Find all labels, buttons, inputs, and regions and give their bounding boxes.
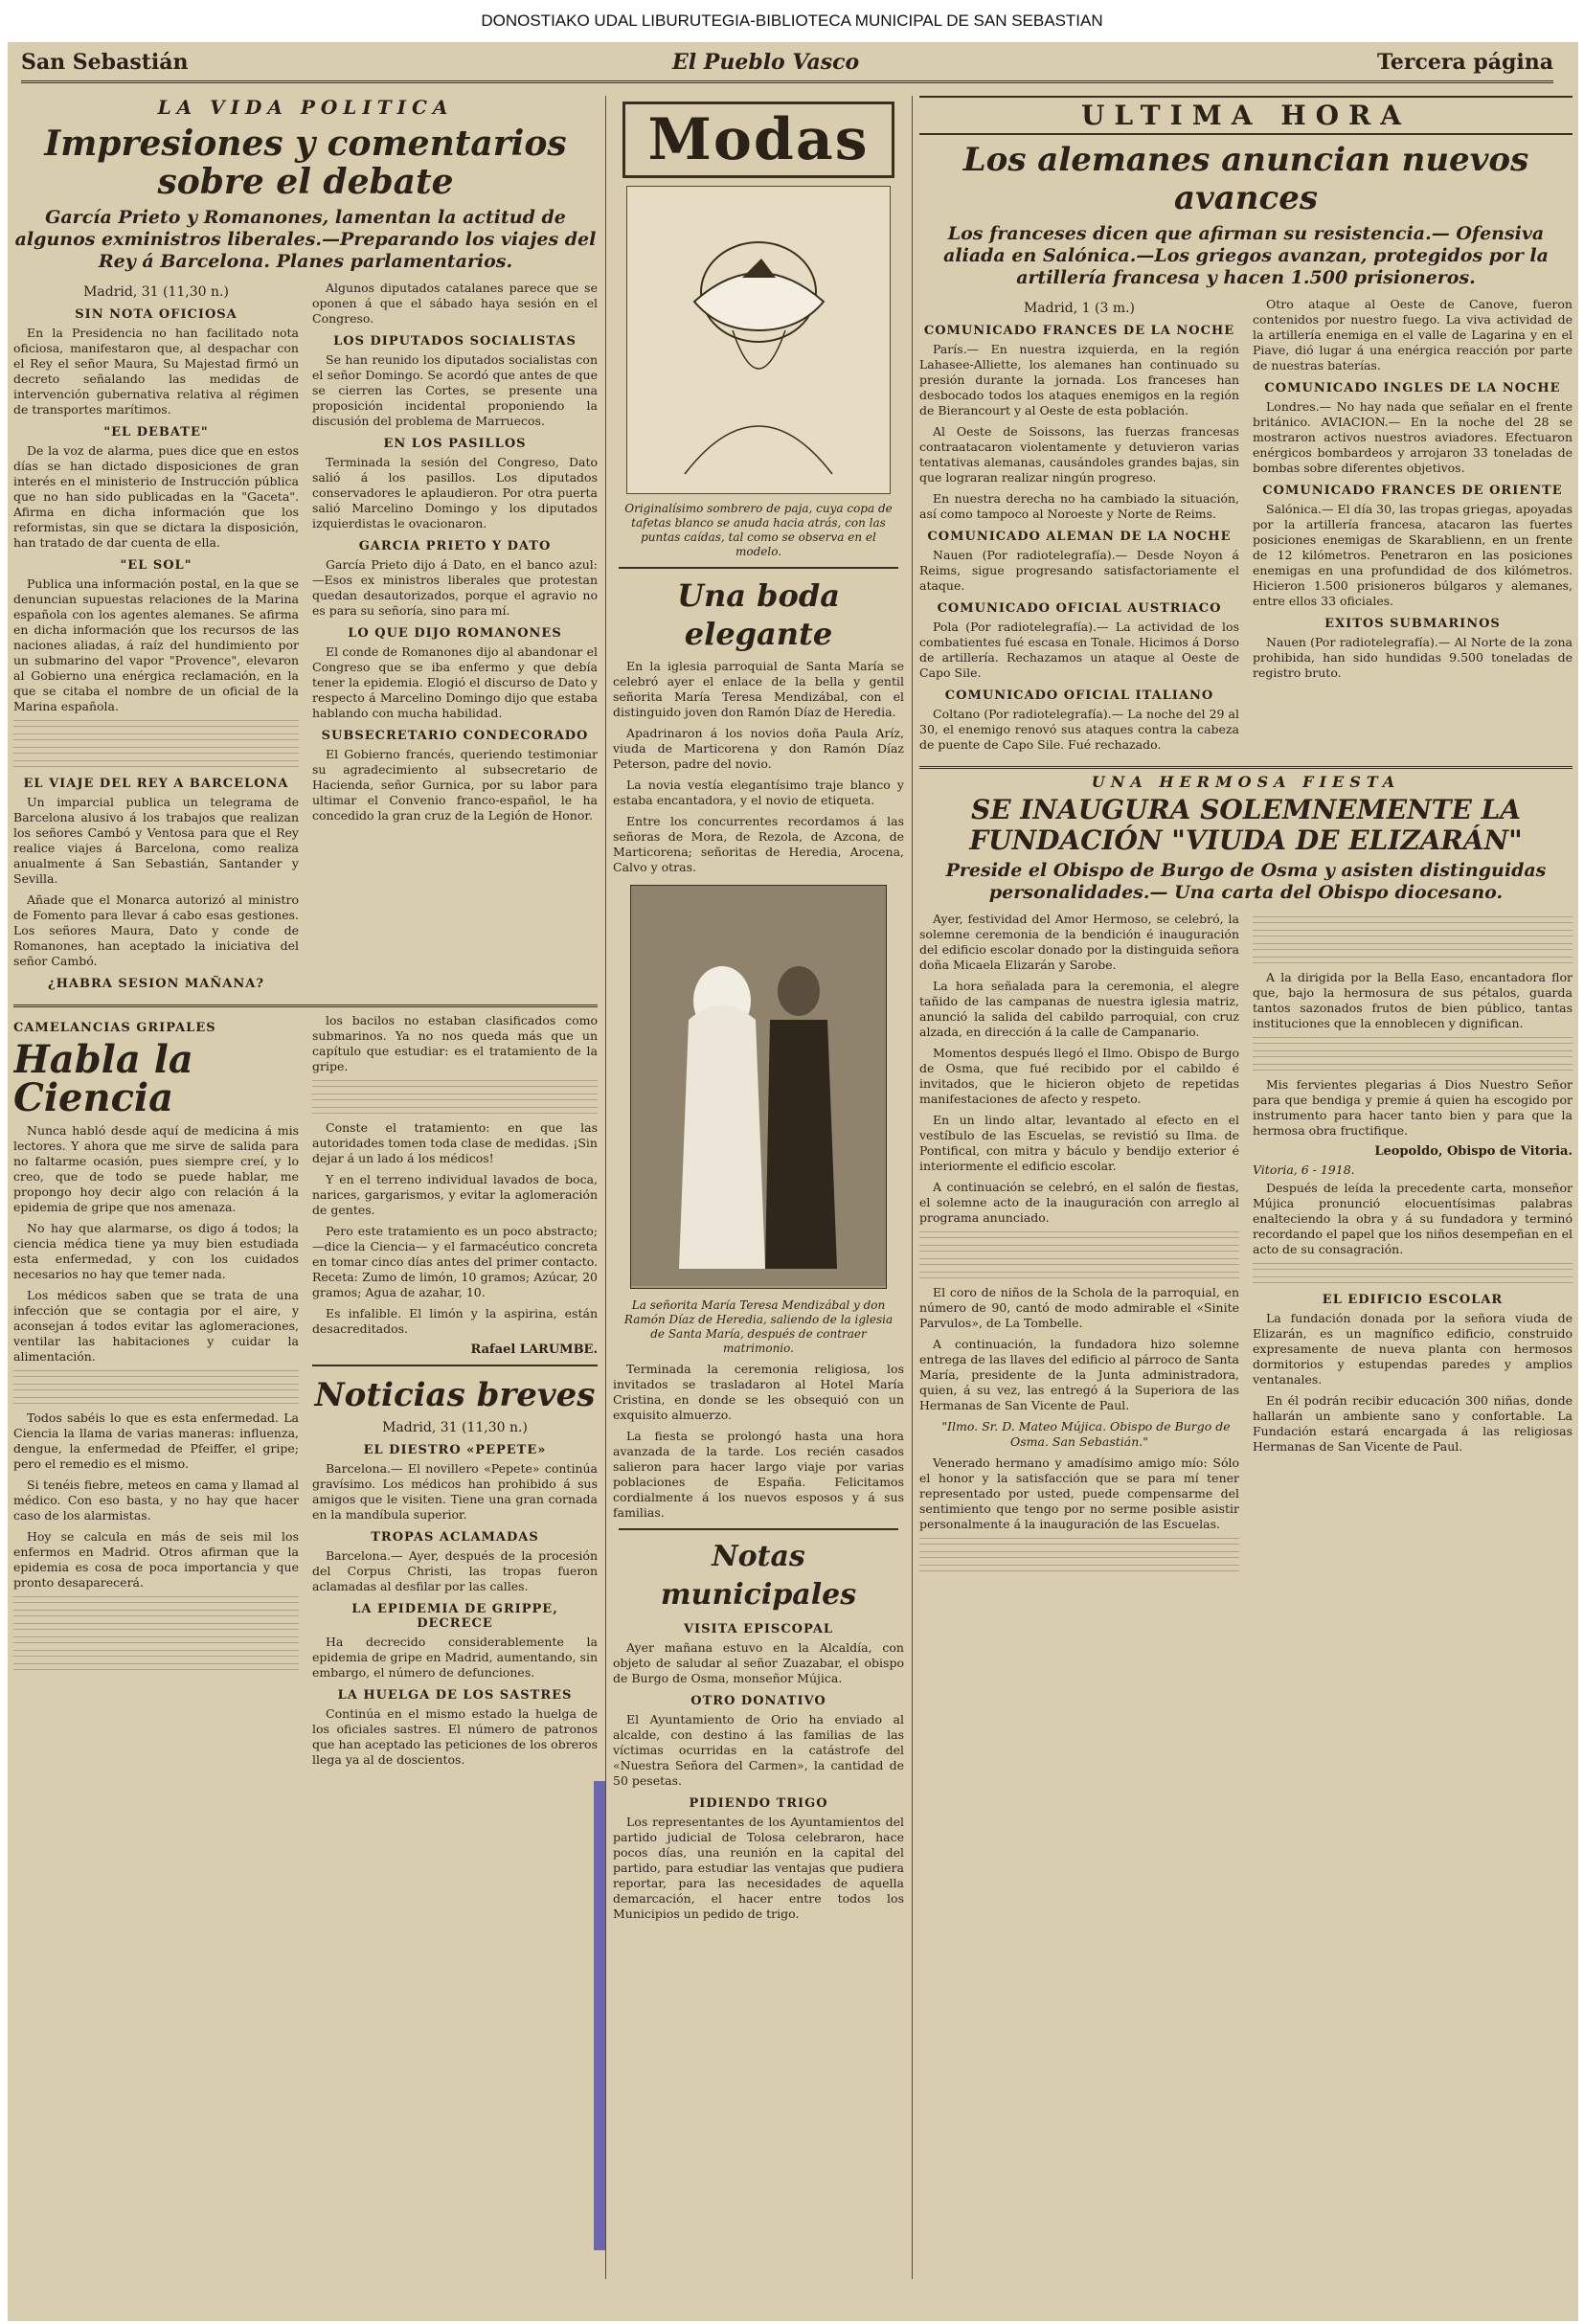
section-heading: LO QUE DIJO ROMANONES [348, 626, 562, 641]
section-heading: VISITA EPISCOPAL [683, 1622, 834, 1636]
paragraph: Ha decrecido considerablemente la epidemia de gripe en Madrid, aumentando, sin embargo, el número de defunciones. [312, 1635, 598, 1680]
paragraph: En la iglesia parroquial de Santa María se celebró ayer el enlace de la bella y gentil señorita María Teresa Mendizábal, con el distinguido joven don Ramón Díaz de Heredia. [613, 659, 904, 719]
blue-pencil-mark [594, 1781, 605, 2250]
section-kicker: CAMELANCIAS GRIPALES [13, 1021, 216, 1035]
section-heading: EXITOS SUBMARINOS [1324, 617, 1501, 631]
paragraph: Pero este tratamiento es un poco abstracto; —dice la Ciencia— y el farmacéutico concreta en tomar cinco días antes del primer contacto. Receta: Zumo de limón, 10 gramos; Azúcar, 20 gramos; Agua de azahar, 10. [312, 1224, 598, 1299]
hat-illustration [626, 186, 891, 494]
paragraph: Algunos diputados catalanes parece que se oponen á que el sábado haya sesión en el Congreso. [312, 281, 598, 326]
paragraph: Mis fervientes plegarias á Dios Nuestro Señor para que bendiga y premie á quien ha escogido por instrumento para hacer tanto bien y para que la hermosa obra fructifique. [1253, 1077, 1573, 1138]
paragraph: La fiesta se prolongó hasta una hora avanzada de la tarde. Los recién casados salieron para hacer largo viaje por varias poblaciones de España. Felicitamos cordialmente á los nuevos esposos y á sus familias. [613, 1429, 904, 1520]
paragraph: Terminada la sesión del Congreso, Dato salió á los pasillos. Los diputados conservadores le aplaudieron. Por otra puerta salió Marcelino Domingo y los diputados izquierdistas le ovacionaron. [312, 455, 598, 530]
section-heading: OTRO DONATIVO [690, 1694, 826, 1708]
paragraph: Todos sabéis lo que es esta enfermedad. La Ciencia la llama de varias maneras: influenza, dengue, la enfermedad de Pfeiffer, el gripe; pero el remedio es el mismo. [13, 1410, 299, 1471]
paragraph: Barcelona.— El novillero «Pepete» continúa gravísimo. Los médicos han prohibido á sus amigos que le visiten. Tiene una gran cornada en la mandíbula superior. [312, 1461, 598, 1522]
paragraph: Un imparcial publica un telegrama de Barcelona alusivo á los trabajos que realizan los señores Cambó y Ventosa para que el Rey realice viajes á Barcelona, como realiza anualmente á San Sebastián, Santander y Sevilla. [13, 795, 299, 886]
section-heading: LA HUELGA DE LOS SASTRES [337, 1688, 573, 1703]
section-heading: SIN NOTA OFICIOSA [75, 307, 238, 322]
section-heading: TROPAS ACLAMADAS [371, 1530, 539, 1545]
dateline: Madrid, 31 (11,30 n.) [382, 1420, 528, 1435]
paragraph: Entre los concurrentes recordamos á las señoras de Mora, de Rezola, de Azcona, de Marticorena; señoritas de Heredia, Arocena, Calvo y otras. [613, 814, 904, 874]
paragraph: En la Presidencia no han facilitado nota oficiosa, manifestaron que, al despachar con el Rey el señor Maura, Su Majestad firmó un decreto señalando las medidas de intervención gubernativa relativa al régimen de transportes marítimos. [13, 326, 299, 417]
modas-title: Modas [622, 102, 894, 178]
paragraph: Apadrinaron á los novios doña Paula Aríz, viuda de Marticorena y don Ramón Díaz Peterson, padre del novio. [613, 726, 904, 771]
paragraph: los bacilos no estaban clasificados como submarinos. Ya no nos queda más que un capítulo que estudiar: es el tratamiento de la gripe. [312, 1013, 598, 1073]
ultima-hora-banner: ULTIMA HORA [919, 96, 1573, 135]
masthead [21, 44, 1553, 83]
paragraph: A continuación se celebró, en el salón de fiestas, el solemne acto de la inauguración con arreglo al programa anunciado. [919, 1180, 1239, 1225]
section-heading: SUBSECRETARIO CONDECORADO [321, 729, 589, 743]
section-heading: GARCIA PRIETO Y DATO [358, 539, 552, 553]
column-rule [605, 96, 606, 2279]
section-heading: "EL SOL" [120, 558, 192, 573]
paragraph: Otro ataque al Oeste de Canove, fueron contenidos por nuestro fuego. La viva actividad de la artillería enemiga en el valle de Lagarina y en el Piave, dió lugar á una enérgica reacción por parte de nuestras baterías. [1253, 297, 1573, 372]
dateline: Madrid, 1 (3 m.) [1023, 301, 1136, 316]
section-heading: COMUNICADO OFICIAL AUSTRIACO [937, 601, 1222, 616]
paragraph: En un lindo altar, levantado al efecto en el vestíbulo de las Escuelas, se revistió su Ilma. de Pontifical, con mitra y báculo y bendijo exterior é interiormente el edificio escolar. [919, 1113, 1239, 1173]
section-heading: EL DIESTRO «PEPETE» [363, 1443, 547, 1457]
war-news-column [919, 96, 1573, 2279]
masthead-page: Tercera página [1377, 50, 1553, 75]
article-headline: Notas municipales [660, 1540, 857, 1612]
paragraph: Pola (Por radiotelegrafía).— La actividad de los combatientes fué escasa en Tonale. Hicimos á Dorso de artillería. Rechazamos un ataque al Oeste de Capo Sile. [919, 620, 1239, 680]
dateline: Madrid, 31 (11,30 n.) [83, 284, 229, 300]
paragraph: París.— En nuestra izquierda, en la región Lahasee-Alliette, los alemanes han continuado su presión durante la jornada. Los franceses han desbocado todos los ataques enemigos en la región de Bierancourt y al Oeste de esta población. [919, 342, 1239, 417]
paragraph: No hay que alarmarse, os digo á todos; la ciencia médica tiene ya muy bien estudiada esta enfermedad, y con los cuidados necesarios no hay que temer nada. [13, 1221, 299, 1281]
article-subhead: Preside el Obispo de Burgo de Osma y asisten distinguidas personalidades.— Una carta del Obispo diocesano. [945, 860, 1547, 903]
paragraph: La novia vestía elegantísimo traje blanco y estaba encantadora, y el novio de etiqueta. [613, 778, 904, 807]
paragraph: Nunca habló desde aquí de medicina á mis lectores. Y ahora que me sirve de salida para no faltarme ocasión, pues siempre creí, y lo creo, que de todo se puede hablar, me propongo hoy decir algo con relación á la epidemia de gripe que nos amenaza. [13, 1123, 299, 1214]
section-heading: COMUNICADO OFICIAL ITALIANO [944, 688, 1214, 703]
section-heading: COMUNICADO FRANCES DE LA NOCHE [923, 324, 1235, 338]
paragraph: Salónica.— El día 30, las tropas griegas, apoyadas por la artillería francesa, atacaron las fuertes posiciones enemigas de Skarablienn, en un frente de 12 kilómetros. Penetraron en las posiciones enemigas en una profundidad de dos kilómetros. Hicieron 1.500 prisioneros búlgaros y alemanes, entre ellos 33 oficiales. [1253, 502, 1573, 608]
paragraph: Continúa en el mismo estado la huelga de los oficiales sastres. El número de patronos que han aceptado las peticiones de los obreros llega ya al de doscientos. [312, 1706, 598, 1767]
paragraph: Después de leída la precedente carta, monseñor Mújica pronunció elocuentísimas palabras enalteciendo la obra y á su fundadora y terminó recordando el papel que los niños desempeñan en el acto de su consagración. [1253, 1181, 1573, 1256]
section-heading: EL EDIFICIO ESCOLAR [1322, 1293, 1504, 1307]
paragraph: En nuestra derecha no ha cambiado la situación, así como tampoco al Noroeste y Norte de Reims. [919, 491, 1239, 521]
paragraph: Los médicos saben que se trata de una infección que se contagia por el aire, y aconsejan á todos evitar las aglomeraciones, ventilar las habitaciones y cuidar la alimentación. [13, 1288, 299, 1364]
paragraph: Londres.— No hay nada que señalar en el frente británico. AVIACION.— En la noche del 28 se mostraron activos nuestros aviadores. Efectuaron enérgicos bombardeos y arrojaron 33 toneladas de bombas sobre diferentes objetivos. [1253, 399, 1573, 475]
paragraph: Se han reunido los diputados socialistas con el señor Domingo. Se acordó que antes de que se cierren las Cortes, se presente una proposición incidental proponiendo la discusión del problema de Marruecos. [312, 352, 598, 428]
paragraph: Al Oeste de Soissons, las fuerzas francesas contraatacaron violentamente y detuvieron varias tentativas alemanas, causándoles grandes bajas, sin que lograran realizar ningún progreso. [919, 424, 1239, 485]
paragraph: Momentos después llegó el Ilmo. Obispo de Burgo de Osma, que fué recibido por el cabildo é invitados, que le hicieron objeto de repetidas manifestaciones de afecto y respeto. [919, 1046, 1239, 1106]
article-headline: Los alemanes anuncian nuevos avances [962, 141, 1529, 217]
article-subhead: Los franceses dicen que afirman su resistencia.— Ofensiva aliada en Salónica.—Los griegos avanzan, protegidos por la artillería francesa y hacen 1.500 prisioneros. [943, 223, 1549, 288]
paragraph: Hoy se calcula en más de seis mil los enfermos en Madrid. Otros afirman que la epidemia es cosa de poca importancia y que pronto desaparecerá. [13, 1529, 299, 1590]
section-kicker: UNA HERMOSA FIESTA [1091, 773, 1401, 791]
wedding-photo [630, 885, 887, 1289]
paragraph: García Prieto dijo á Dato, en el banco azul: —Esos ex ministros liberales que protestan quedan desautorizados, porque el agravio no es para su señoría, sino para mí. [312, 557, 598, 618]
signature: Leopoldo, Obispo de Vitoria. [1374, 1144, 1573, 1159]
paragraph: Y en el terreno individual lavados de boca, narices, gargarismos, y evitar la aglomeración de gentes. [312, 1172, 598, 1217]
paragraph: Venerado hermano y amadísimo amigo mío: Sólo el honor y la satisfacción que se para mí tener representado por usted, puede compensarme del sentimiento que tengo por no serme posible asistir personalmente á la inauguración de las Escuelas. [919, 1455, 1239, 1531]
section-heading: COMUNICADO FRANCES DE ORIENTE [1262, 484, 1563, 498]
article-headline: SE INAUGURA SOLEMNEMENTE LA FUNDACIÓN "VIUDA DE ELIZARÁN" [969, 794, 1523, 856]
paragraph: Los representantes de los Ayuntamientos del partido judicial de Tolosa celebraron, hace pocos días, una reunión en la capital del partido, para estudiar las ventajas que pudiera reportar, para las necesidades de aquella demarcación, el hacer entre todos los Municipios un pedido de trigo. [613, 1815, 904, 1921]
paragraph: De la voz de alarma, pues dice que en estos días se han dictado disposiciones de gran interés en el ministerio de Instrucción pública que no han sido publicadas en la "Gaceta". Afirma en dicha información que los reformistas, sin que se dictara la disposición, han tratado de dar cuenta de ella. [13, 443, 299, 550]
paragraph: Añade que el Monarca autorizó al ministro de Fomento para llevar á cabo esas gestiones. Los señores Maura, Dato y conde de Romanones, han aceptado la iniciativa del señor Cambó. [13, 892, 299, 968]
section-heading: ¿HABRA SESION MAÑANA? [48, 977, 264, 991]
section-heading: LOS DIPUTADOS SOCIALISTAS [333, 334, 577, 349]
section-heading: LA EPIDEMIA DE GRIPPE, DECRECE [351, 1602, 558, 1631]
paragraph: Nauen (Por radiotelegrafía).— Desde Noyon á Reims, sigue progresando satisfactoriamente el ataque. [919, 548, 1239, 593]
signature: Rafael LARUMBE. [470, 1343, 598, 1357]
paragraph: El Ayuntamiento de Orio ha enviado al alcalde, con destino á las familias de las víctimas ocurridas en la catástrofe del «Nuestra Señora del Carmen», la cantidad de 50 pesetas. [613, 1712, 904, 1788]
section-heading: "EL DEBATE" [103, 425, 209, 440]
section-heading: COMUNICADO INGLES DE LA NOCHE [1264, 381, 1561, 395]
section-heading: COMUNICADO ALEMAN DE LA NOCHE [927, 530, 1232, 544]
paragraph: Ayer mañana estuvo en la Alcaldía, con objeto de saludar al señor Zuazabar, el obispo de Burgo de Osma, monseñor Mújica. [613, 1640, 904, 1685]
politics-column [13, 96, 598, 2279]
paragraph: La hora señalada para la ceremonia, el alegre tañido de las campanas de nuestra iglesia matriz, anunció la salida del cabildo parroquial, con cruz alzada, en dirección á la calle de Campanario. [919, 979, 1239, 1039]
article-headline: Impresiones y comentarios sobre el debate [44, 124, 567, 202]
article-headline: Habla la Ciencia [13, 1037, 193, 1120]
paragraph: Barcelona.— Ayer, después de la procesión del Corpus Christi, las tropas fueron aclamadas al desfilar por las calles. [312, 1548, 598, 1593]
section-heading: EN LOS PASILLOS [383, 437, 527, 451]
column-rule [912, 96, 913, 2279]
section-heading: EL VIAJE DEL REY A BARCELONA [23, 777, 289, 791]
section-heading: PIDIENDO TRIGO [689, 1796, 828, 1811]
paragraph: Nauen (Por radiotelegrafía).— Al Norte de la zona prohibida, han sido hundidas 9.500 toneladas de registro bruto. [1253, 635, 1573, 680]
archive-banner: DONOSTIAKO UDAL LIBURUTEGIA-BIBLIOTECA MUNICIPAL DE SAN SEBASTIAN [481, 11, 1103, 30]
paragraph: Terminada la ceremonia religiosa, los invitados se trasladaron al Hotel María Cristina, en donde se les obsequió con un exquisito almuerzo. [613, 1362, 904, 1422]
masthead-title: El Pueblo Vasco [672, 50, 860, 75]
paragraph: Ayer, festividad del Amor Hermoso, se celebró, la solemne ceremonia de la bendición é inauguración del edificio escolar donado por la distinguida señora doña Micaela Elizarán y Sarobe. [919, 912, 1239, 972]
letter-date: Vitoria, 6 - 1918. [1253, 1162, 1355, 1177]
article-headline: Una boda elegante [677, 577, 840, 652]
paragraph: Publica una información postal, en la que se denuncian supuestas relaciones de la Marina española con los agentes alemanes. Se afirma en dicha información que los recursos de las naciones aliadas, á raíz del hundimiento por un submarino del vapor "Provence", elevaron al Gobierno una enérgica reclamación, en la que se citaba el nombre de un oficial de la Marina española. [13, 576, 299, 713]
photo-caption: La señorita María Teresa Mendizábal y don Ramón Díaz de Heredia, saliendo de la iglesia de Santa María, después de contraer matrimonio. [623, 1298, 894, 1355]
paragraph: El conde de Romanones dijo al abandonar el Congreso que se iba enfermo y que debía tener la epidemia. Elogió el discurso de Dato y respecto á Marcelino Domingo dijo que estaba hablando con mucha habilidad. [312, 644, 598, 720]
paragraph: Coltano (Por radiotelegrafía).— La noche del 29 al 30, el enemigo renovó sus ataques contra la cabeza de puente de Capo Sile. Fué rechazado. [919, 707, 1239, 752]
society-column [613, 96, 904, 2279]
paragraph: El coro de niños de la Schola de la parroquial, en número de 90, cantó de modo admirable el «Sinite Parvulos», de La Tombelle. [919, 1285, 1239, 1330]
paragraph: El Gobierno francés, queriendo testimoniar su agradecimiento al subsecretario de Hacienda, señor Gurnica, por su labor para ultimar el Convenio franco-español, le ha concedido la gran cruz de la Legión de Honor. [312, 747, 598, 823]
masthead-city: San Sebastián [21, 50, 189, 75]
article-subhead: García Prieto y Romanones, lamentan la actitud de algunos exministros liberales.—Preparando los viajes del Rey á Barcelona. Planes parlamentarios. [14, 207, 597, 272]
paragraph: A la dirigida por la Bella Easo, encantadora flor que, bajo la hermosura de sus pétalos, guarda tantos sazonados frutos de bien público, tantas instituciones que la ennoblecen y dignifican. [1253, 970, 1573, 1030]
paragraph: Conste el tratamiento: en que las autoridades tomen toda clase de medidas. ¡Sin dejar á un lado á los médicos! [312, 1120, 598, 1165]
quoted-address: "Ilmo. Sr. D. Mateo Mújica. Obispo de Burgo de Osma. San Sebastián." [941, 1419, 1231, 1449]
illustration-caption: Originalísimo sombrero de paja, cuya copa de tafetas blanco se anuda hacia atrás, con las puntas caídas, tal como se observa en el modelo. [624, 502, 893, 558]
paragraph: Si tenéis fiebre, meteos en cama y llamad al médico. Con eso basta, y no hay que hacer caso de los alarmistas. [13, 1478, 299, 1523]
paragraph: En él podrán recibir educación 300 niñas, donde hallarán un ambiente sano y confortable. La Fundación estará encargada á las religiosas Hermanas de San Vicente de Paul. [1253, 1393, 1573, 1454]
paragraph: La fundación donada por la señora viuda de Elizarán, es un magnífico edificio, construido expresamente de nueva planta con hermosos dormitorios y estupendas paredes y amplios ventanales. [1253, 1311, 1573, 1387]
paragraph: A continuación, la fundadora hizo solemne entrega de las llaves del edificio al párroco de Santa María, presidente de la Junta administradora, quien, á su vez, las entregó á la Superiora de las Hermanas de San Vicente de Paul. [919, 1337, 1239, 1412]
paragraph: Es infalible. El limón y la aspirina, están desacreditados. [312, 1306, 598, 1336]
section-kicker: LA VIDA POLITICA [157, 96, 454, 119]
article-headline: Noticias breves [314, 1376, 596, 1414]
